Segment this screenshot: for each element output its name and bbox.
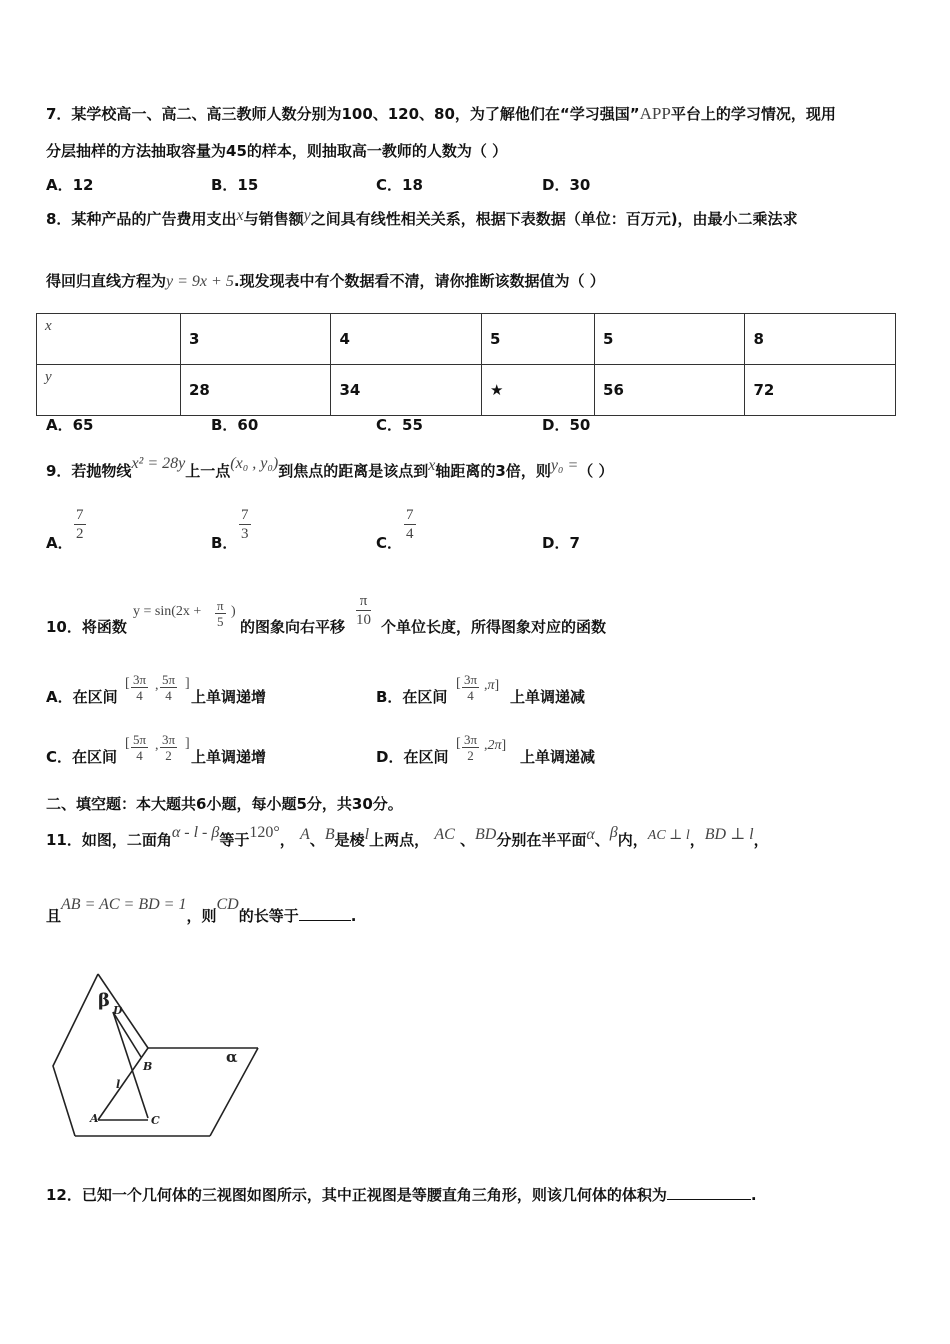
q8-text-d: 得回归直线方程为 <box>46 272 167 290</box>
q7-option-c: C．18 <box>376 176 423 194</box>
beta-plane-top <box>98 974 148 1048</box>
q8-text-b: 与销售额 <box>243 210 304 228</box>
q11-angle: α - l - β <box>171 824 220 841</box>
q11-text-f: 分别在半平面 <box>496 831 587 849</box>
fraction-numerator: π <box>356 592 371 611</box>
q10-option-d-label: D．在区间 <box>376 748 449 766</box>
q11-alpha: α <box>586 826 595 843</box>
q10-c-frac2 <box>160 732 177 763</box>
q10-prefix: 10．将函数 <box>46 618 127 636</box>
q11-text-c: ， <box>279 831 295 849</box>
table-row <box>37 314 896 365</box>
q8-text-a: 8．某种产品的广告费用支出 <box>46 210 237 228</box>
table-row <box>37 365 896 416</box>
q10-option-a-tail: 上单调递增 <box>191 688 267 706</box>
q10-option-c-label: C．在区间 <box>46 748 118 766</box>
q10-c-frac1 <box>131 732 148 763</box>
q11-sep: 、 <box>309 831 325 849</box>
q9-text-a: 9．若抛物线 <box>46 462 132 480</box>
q9-text-b: 上一点 <box>185 462 231 480</box>
q8-var-x: x <box>236 207 244 224</box>
q10-b-frac1 <box>462 672 479 703</box>
answer-blank[interactable] <box>667 1199 751 1200</box>
fraction-numerator: 7 <box>406 507 414 523</box>
q11-line2 <box>46 896 357 926</box>
fraction-numerator: 5π <box>133 732 147 747</box>
fraction-denominator: 10 <box>356 612 371 628</box>
q7-option-d: D．30 <box>542 176 591 194</box>
q9-option-a-fraction <box>74 506 86 543</box>
q8-data-table <box>36 313 896 416</box>
fraction-denominator: 2 <box>467 748 474 763</box>
q10-suffix: 个单位长度，所得图象对应的函数 <box>381 618 607 636</box>
q10-func-b: ) <box>231 604 236 619</box>
segment-bd <box>113 1012 141 1057</box>
q11-bd: BD <box>475 826 497 843</box>
q11-text-j: 的长等于 <box>238 907 299 925</box>
table-cell: 5 <box>481 314 594 365</box>
fraction-numerator: 3π <box>162 732 176 747</box>
q7-option-b: B．15 <box>211 176 259 194</box>
q9-option-b-fraction <box>239 506 251 543</box>
q9-point: (x₀ , y₀) <box>230 455 279 472</box>
q10-d-frac1 <box>462 732 479 763</box>
q8-text-c: 之间具有线性相关关系，根据下表数据（单位：百万元)，由最小二乘法求 <box>310 210 798 228</box>
q11-edge-l: l <box>364 826 370 843</box>
fraction-denominator: 2 <box>76 526 84 542</box>
q11-beta: β <box>609 824 618 841</box>
label-c: C <box>151 1114 160 1127</box>
table-cell: 5 <box>595 314 745 365</box>
fraction-denominator: 4 <box>136 748 143 763</box>
table-cell: ★ <box>481 365 594 416</box>
fraction-numerator: π <box>217 598 224 613</box>
q8-var-y: y <box>303 207 311 224</box>
table-cell: 72 <box>745 365 896 416</box>
q9-option-c-fraction <box>404 506 416 543</box>
q7-text-b: 平台上的学习情况，现用 <box>670 105 836 123</box>
q9-parabola: x² = 28y <box>131 455 186 472</box>
q9-option-a-label: A． <box>46 534 73 552</box>
fraction-numerator: 5π <box>162 672 176 687</box>
q10-b-end: π <box>487 678 495 693</box>
figure-labels <box>89 990 238 1127</box>
q7-app: APP <box>639 104 671 123</box>
q11-perp1: AC ⊥ l <box>647 828 690 843</box>
q11-line1 <box>46 824 769 850</box>
q7-text-a: 7．某学校高一、高二、高三教师人数分别为100、120、80，为了解他们在“学习强国” <box>46 105 640 123</box>
q9-text-d: 轴距离的3倍，则 <box>435 462 551 480</box>
table-cell: 3 <box>181 314 331 365</box>
q7-line2: 分层抽样的方法抽取容量为45的样本，则抽取高一教师的人数为（ ） <box>46 142 508 160</box>
q9-text-c: 到焦点的距离是该点到 <box>278 462 429 480</box>
edge-l <box>98 1048 148 1120</box>
q11-comma: ， <box>753 831 769 849</box>
q8-text-e: .现发现表中有个数据看不清，请你推断该数据值为（ ） <box>233 272 605 290</box>
fraction-numerator: 3π <box>464 732 478 747</box>
q10-option-c-tail: 上单调递增 <box>191 748 267 766</box>
q11-text-h: 且 <box>46 907 62 925</box>
table-cell: 34 <box>331 365 481 416</box>
fraction-denominator: 4 <box>467 688 474 703</box>
q10-shift-fraction <box>356 592 371 629</box>
q11-point-b: B <box>324 826 335 843</box>
section-heading: 二、填空题：本大题共6小题，每小题5分，共30分。 <box>46 795 403 813</box>
table-cell: 28 <box>181 365 331 416</box>
label-beta: β <box>98 990 110 1011</box>
q11-comma: ， <box>689 831 705 849</box>
q8-option-d: D．50 <box>542 416 591 434</box>
q12-end: . <box>750 1186 757 1204</box>
q9-option-b-label: B． <box>211 534 238 552</box>
q11-text-g: 内， <box>617 831 648 849</box>
q10-option-d-tail: 上单调递减 <box>520 748 596 766</box>
q8-equation: y = 9x + 5 <box>166 273 234 290</box>
q9-axis: x <box>428 457 436 474</box>
fraction-denominator: 4 <box>165 688 172 703</box>
q8-option-b: B．60 <box>211 416 259 434</box>
label-d: D <box>113 1004 123 1017</box>
q11-equation: AB = AC = BD = 1 <box>61 896 187 913</box>
q10-a-frac2 <box>160 672 177 703</box>
q7-line1 <box>46 103 836 124</box>
q11-cd: CD <box>216 896 239 913</box>
q9-text-e: （ ） <box>578 462 614 480</box>
q10-option-b-label: B．在区间 <box>376 688 448 706</box>
fraction-denominator: 2 <box>165 748 172 763</box>
q11-sep: 、 <box>594 831 610 849</box>
q11-text-i: ，则 <box>186 907 217 925</box>
q9-line <box>46 455 614 481</box>
q9-y0: y₀ = <box>550 457 579 474</box>
q10-mid: 的图象向右平移 <box>240 618 346 636</box>
table-cell: 56 <box>595 365 745 416</box>
q10-d-end: 2π <box>487 738 502 753</box>
q10-option-b-tail: 上单调递减 <box>510 688 586 706</box>
table-cell: 4 <box>331 314 481 365</box>
fraction-denominator: 4 <box>406 526 414 542</box>
q8-line1 <box>46 208 798 229</box>
fraction-numerator: 7 <box>76 507 84 523</box>
label-alpha: α <box>226 1048 238 1066</box>
q11-point-a: A <box>300 826 310 843</box>
q10-func-a: y = sin(2x + <box>133 604 202 619</box>
dihedral-angle-figure <box>50 968 265 1143</box>
fraction-denominator: 5 <box>217 614 224 629</box>
q11-text-d: 是棱 <box>334 831 365 849</box>
table-cell: 8 <box>745 314 896 365</box>
q11-degree: 120° <box>249 824 280 841</box>
q12-text: 12．已知一个几何体的三视图如图所示，其中正视图是等腰直角三角形，则该几何体的体积为 <box>46 1186 667 1204</box>
q8-option-a: A．65 <box>46 416 94 434</box>
label-a: A <box>90 1112 99 1125</box>
q7-option-a: A．12 <box>46 176 94 194</box>
q8-option-c: C．55 <box>376 416 423 434</box>
q11-end: . <box>350 907 357 925</box>
fraction-denominator: 4 <box>136 688 143 703</box>
q11-text-e: 上两点， <box>369 831 430 849</box>
fraction-numerator: 7 <box>241 507 249 523</box>
q9-option-d: D．7 <box>542 534 580 552</box>
fraction-numerator: 3π <box>464 672 478 687</box>
q11-text-b: 等于 <box>219 831 250 849</box>
fraction-denominator: 3 <box>241 526 249 542</box>
q9-option-c-label: C． <box>376 534 403 552</box>
table-header-x: x <box>37 314 181 365</box>
q11-sep: 、 <box>460 831 476 849</box>
q10-func-fraction <box>215 598 226 629</box>
q10-option-a-label: A．在区间 <box>46 688 118 706</box>
q8-line2 <box>46 270 605 291</box>
answer-blank[interactable] <box>299 920 351 921</box>
q11-perp2: BD ⊥ l <box>704 826 754 843</box>
q11-ac: AC <box>434 826 455 843</box>
table-header-y: y <box>37 365 181 416</box>
q10-a-frac1 <box>131 672 148 703</box>
label-l: l <box>116 1078 121 1091</box>
q12-line <box>46 1184 757 1205</box>
fraction-numerator: 3π <box>133 672 147 687</box>
label-b: B <box>143 1060 153 1073</box>
q11-text-a: 11．如图，二面角 <box>46 831 172 849</box>
